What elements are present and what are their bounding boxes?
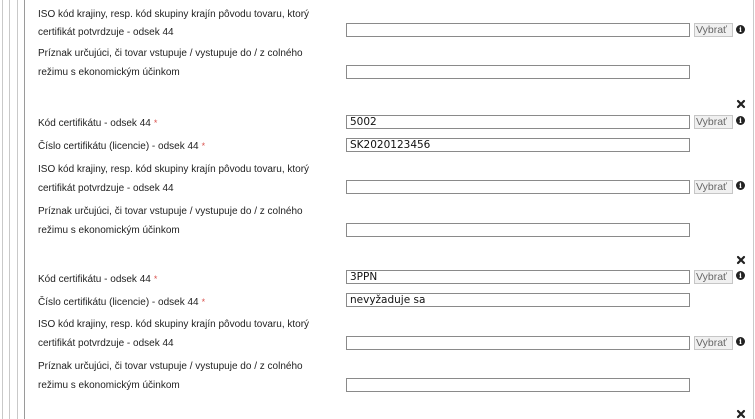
required-mark: * <box>201 297 206 307</box>
close-icon[interactable] <box>736 99 746 109</box>
flag-label-line2: režimu s ekonomickým účinkom <box>38 380 180 391</box>
select-button[interactable]: Vybrať <box>694 115 733 129</box>
iso-country-label-line2: certifikát potvrdzuje - odsek 44 <box>38 183 174 194</box>
info-icon[interactable]: i <box>736 271 745 280</box>
iso-country-input[interactable] <box>346 23 690 37</box>
iso-country-label: ISO kód krajiny, resp. kód skupiny krajín pôvodu tovaru, ktorý <box>38 319 310 330</box>
cert-code-label: Kód certifikátu - odsek 44 * <box>38 118 158 129</box>
left-border <box>17 0 18 419</box>
select-button[interactable]: Vybrať <box>694 270 733 284</box>
cert-number-label: Číslo certifikátu (licencie) - odsek 44 * <box>38 297 206 308</box>
flag-label-line2: režimu s ekonomickým účinkom <box>38 67 180 78</box>
cert-number-input[interactable]: SK2020123456 <box>346 138 690 152</box>
required-mark: * <box>201 141 206 151</box>
required-mark: * <box>153 118 158 128</box>
left-border <box>9 0 10 419</box>
flag-label: Príznak určujúci, či tovar vstupuje / vystupuje do / z colného <box>38 48 303 59</box>
cert-code-input[interactable]: 3PPN <box>346 270 690 284</box>
left-border <box>2 0 3 419</box>
close-icon[interactable] <box>736 409 746 419</box>
flag-label: Príznak určujúci, či tovar vstupuje / vystupuje do / z colného <box>38 361 303 372</box>
iso-country-label: ISO kód krajiny, resp. kód skupiny krajín pôvodu tovaru, ktorý <box>38 164 310 175</box>
cert-number-label: Číslo certifikátu (licencie) - odsek 44 * <box>38 141 206 152</box>
select-button[interactable]: Vybrať <box>694 23 733 37</box>
select-button[interactable]: Vybrať <box>694 180 733 194</box>
cert-number-input[interactable]: nevyžaduje sa <box>346 293 690 307</box>
info-icon[interactable]: i <box>736 181 745 190</box>
cert-code-input[interactable]: 5002 <box>346 115 690 129</box>
cert-code-label: Kód certifikátu - odsek 44 * <box>38 274 158 285</box>
flag-label-line2: režimu s ekonomickým účinkom <box>38 225 180 236</box>
flag-label: Príznak určujúci, či tovar vstupuje / vystupuje do / z colného <box>38 206 303 217</box>
right-border <box>753 0 754 419</box>
close-icon[interactable] <box>736 255 746 265</box>
iso-country-label-line2: certifikát potvrdzuje - odsek 44 <box>38 338 174 349</box>
flag-input[interactable] <box>346 65 690 79</box>
iso-country-input[interactable] <box>346 180 690 194</box>
flag-input[interactable] <box>346 378 690 392</box>
iso-country-input[interactable] <box>346 336 690 350</box>
info-icon[interactable]: i <box>736 337 745 346</box>
info-icon[interactable]: i <box>736 25 745 34</box>
info-icon[interactable]: i <box>736 116 745 125</box>
iso-country-label: ISO kód krajiny, resp. kód skupiny krajín pôvodu tovaru, ktorý <box>38 9 310 20</box>
left-border <box>24 0 25 419</box>
flag-input[interactable] <box>346 223 690 237</box>
iso-country-label-line2: certifikát potvrdzuje - odsek 44 <box>38 27 174 38</box>
required-mark: * <box>153 274 158 284</box>
select-button[interactable]: Vybrať <box>694 336 733 350</box>
